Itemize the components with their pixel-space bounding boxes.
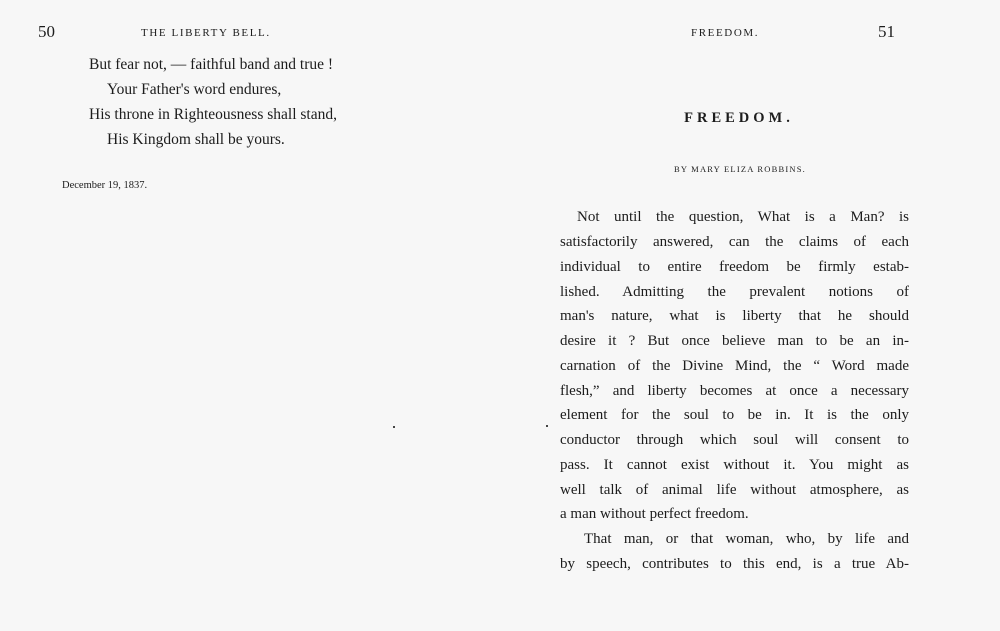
page-number: 50 xyxy=(38,22,55,41)
body-line: element for the soul to be in. It is the only xyxy=(560,407,909,423)
body-line: individual to entire freedom be firmly estab- xyxy=(560,259,909,275)
body-line: lished. Admitting the prevalent notions of xyxy=(560,284,909,300)
body-line: pass. It cannot exist without it. You might as xyxy=(560,457,909,473)
poem-date: December 19, 1837. xyxy=(62,180,148,191)
byline: BY MARY ELIZA ROBBINS. xyxy=(673,164,807,174)
running-head: FREEDOM. xyxy=(691,27,760,39)
ink-speck xyxy=(393,426,395,428)
poem-line: His Kingdom shall be yours. xyxy=(107,131,285,148)
article-title: FREEDOM. xyxy=(684,110,794,126)
body-line: That man, or that woman, who, by life and xyxy=(584,531,909,547)
body-line: flesh,” and liberty becomes at once a necessary xyxy=(560,383,909,399)
body-line: Not until the question, What is a Man? is xyxy=(577,209,909,225)
body-line: carnation of the Divine Mind, the “ Word made xyxy=(560,358,909,374)
poem-line: His throne in Righteousness shall stand, xyxy=(89,106,337,123)
ink-speck xyxy=(546,425,548,427)
poem-line: But fear not, — faithful band and true ! xyxy=(89,56,334,73)
body-line: satisfactorily answered, can the claims of each xyxy=(560,234,909,250)
body-line: a man without perfect freedom. xyxy=(560,506,749,522)
body-line: man's nature, what is liberty that he should xyxy=(560,308,909,324)
running-head: THE LIBERTY BELL. xyxy=(141,27,271,39)
poem-line: Your Father's word endures, xyxy=(107,81,282,98)
right-page xyxy=(500,0,1000,631)
body-line: by speech, contributes to this end, is a true Ab- xyxy=(560,556,909,572)
body-line: desire it ? But once believe man to be an in- xyxy=(560,333,909,349)
body-line: well talk of animal life without atmosphere, as xyxy=(560,482,909,498)
page-number: 51 xyxy=(878,22,895,41)
body-line: conductor through which soul will consent to xyxy=(560,432,909,448)
